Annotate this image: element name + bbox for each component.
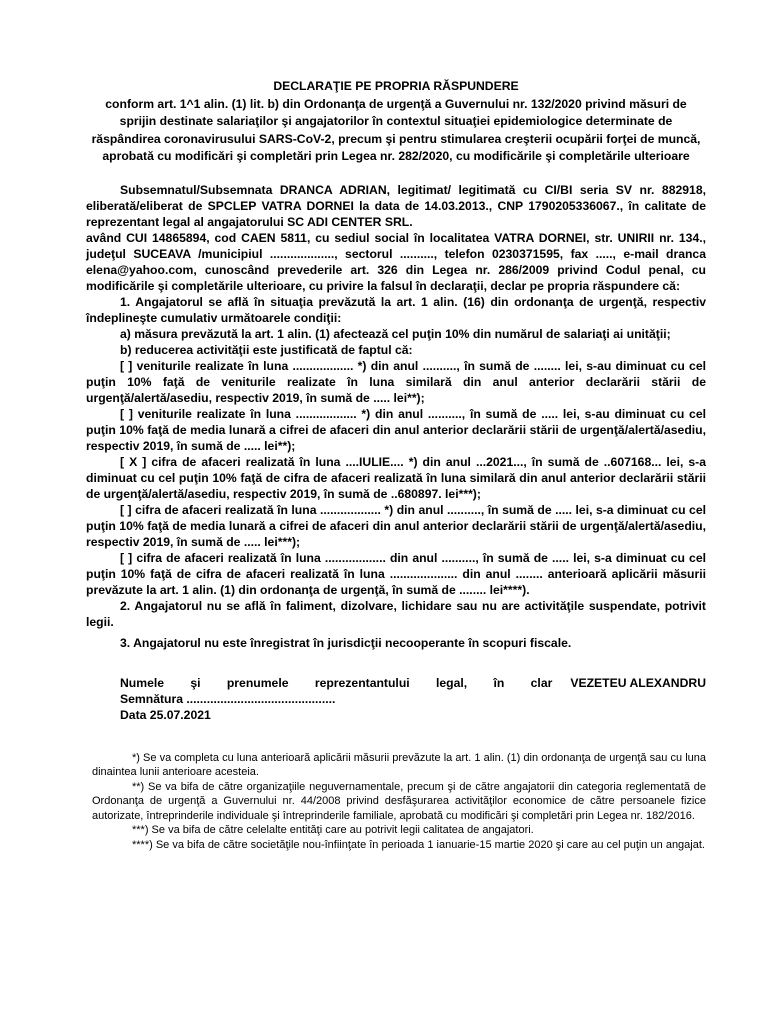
signature-block — [86, 675, 706, 723]
item-2: 2. Angajatorul nu se află în faliment, dizolvare, lichidare sau nu are activităţile suspendate, potrivit legii. — [86, 598, 706, 629]
legal-rep-row — [86, 675, 706, 691]
declaration-subtitle: conform art. 1^1 alin. (1) lit. b) din Ordonanţa de urgenţă a Guvernului nr. 132/2020 privind măsuri de sprijin destinate salariaţilor şi angajatorilor în contextul situaţiei epidemiologice determinate de răspândirea coronavirusului SARS-CoV-2, precum şi pentru stimularea creşterii ocupării forţei de muncă, aprobată cu modificări şi completări prin Legea nr. 282/2020, cu modificările şi completările ulterioare — [91, 96, 701, 163]
legal-rep-label: Numele şi prenumele reprezentantului legal, în clar — [120, 675, 553, 690]
option-1: [ ] veniturile realizate în luna .................. *) din anul .........., în sumă de ........ lei, s-au diminuat cu cel puţin 10% faţă de veniturile realizate în luna similară din anul anterior declarării stării de urgenţă/alertă/asediu, respectiv 2019, în sumă de ..... lei**); — [86, 358, 706, 405]
legal-rep-name: VEZETEU ALEXANDRU — [570, 675, 706, 690]
option-2: [ ] veniturile realizate în luna .................. *) din anul .........., în sumă de ..... lei, s-au diminuat cu cel puţin 10% faţă de media lunară a cifrei de afaceri din anul anterior declarării stării de urgenţă/alertă/asediu, respectiv 2019, în sumă de ..... lei**); — [86, 406, 706, 453]
intro-paragraph-1: Subsemnatul/Subsemnata DRANCA ADRIAN, legitimat/ legitimată cu CI/BI seria SV nr. 882918, eliberată/eliberat de SPCLEP VATRA DORNEI la data de 14.03.2013., CNP 1790205336067., în calitate de reprezentant legal al angajatorului SC ADI CENTER SRL. — [86, 182, 706, 229]
footnotes — [86, 751, 706, 853]
item-1-a: a) măsura prevăzută la art. 1 alin. (1) afectează cel puţin 10% din numărul de salariaţi ai unităţii; — [120, 326, 671, 341]
option-3-checked: [ X ] cifra de afaceri realizată în luna ....IULIE.... *) din anul ...2021..., în sumă de ..607168... lei, s-a diminuat cu cel puţin 10% faţă de cifra de afaceri realizată în luna similară din anul anterior declarării stării de urgenţă/alertă/asediu, respectiv 2019, în sumă de ..680897. lei***); — [86, 454, 706, 501]
date-line: Data 25.07.2021 — [120, 707, 211, 722]
item-1: 1. Angajatorul se află în situaţia prevăzută la art. 1 alin. (16) din ordonanţa de urgenţă, respectiv îndeplineşte cumulativ următoarele condiţii: — [86, 294, 706, 325]
option-4: [ ] cifra de afaceri realizată în luna .................. *) din anul .........., în sumă de ..... lei, s-a diminuat cu cel puţin 10% faţă de media lunară a cifrei de afaceri din anul anterior declarării stării de urgenţă/alertă/asediu, respectiv 2019, în sumă de ..... lei***); — [86, 502, 706, 549]
footnote-3: ***) Se va bifa de către celelalte entităţi care au potrivit legii calitatea de angajatori. — [132, 824, 534, 836]
option-5: [ ] cifra de afaceri realizată în luna .................. din anul .........., în sumă de ..... lei, s-a diminuat cu cel puţin 10% faţă de cifra de afaceri realizată în luna .................... din anul ........ anterioară aplicării măsurii prevăzute la art. 1 alin. (1) din ordonanţa de urgenţă, în sumă de ........ lei****). — [86, 550, 706, 597]
declaration-body — [86, 182, 706, 723]
footnote-4: ****) Se va bifa de către societăţile nou-înfiinţate în perioada 1 ianuarie-15 martie 2020 şi care au cel puţin un angajat. — [132, 838, 705, 851]
document-title — [86, 78, 706, 166]
declaration-heading: DECLARAŢIE PE PROPRIA RĂSPUNDERE — [273, 79, 519, 93]
item-1-b: b) reducerea activităţii este justificată de faptul că: — [120, 342, 413, 357]
intro-paragraph-2: având CUI 14865894, cod CAEN 5811, cu sediul social în localitatea VATRA DORNEI, str. UNIRII nr. 134., judeţul SUCEAVA /municipiul ..................., sectorul .........., telefon 0230371595, fax ....., e-mail dranca elena@yahoo.com, cunoscând prevederile art. 326 din Legea nr. 286/2009 privind Codul penal, cu modificările şi completările ulterioare, cu privire la falsul în declaraţii, declar pe propria răspundere că: — [86, 230, 706, 293]
signature-line: Semnătura ............................................ — [120, 691, 336, 706]
footnote-2: **) Se va bifa de către organizaţiile neguvernamentale, precum şi de către angajatorii din categoria reglementată de Ordonanţa de urgenţă a Guvernului nr. 44/2008 privind desfăşurarea activităţilor economice de către persoanele fizice autorizate, întreprinderile individuale şi întreprinderile familiale, aprobată cu modificări şi completări prin Legea nr. 182/2016. — [92, 780, 706, 822]
item-3: 3. Angajatorul nu este înregistrat în jurisdicţii necooperante în scopuri fiscale. — [120, 635, 572, 650]
footnote-1: *) Se va completa cu luna anterioară aplicării măsurii prevăzute la art. 1 alin. (1) din ordonanţa de urgenţă sau cu luna dinaintea lunii anterioare acesteia. — [92, 751, 706, 778]
